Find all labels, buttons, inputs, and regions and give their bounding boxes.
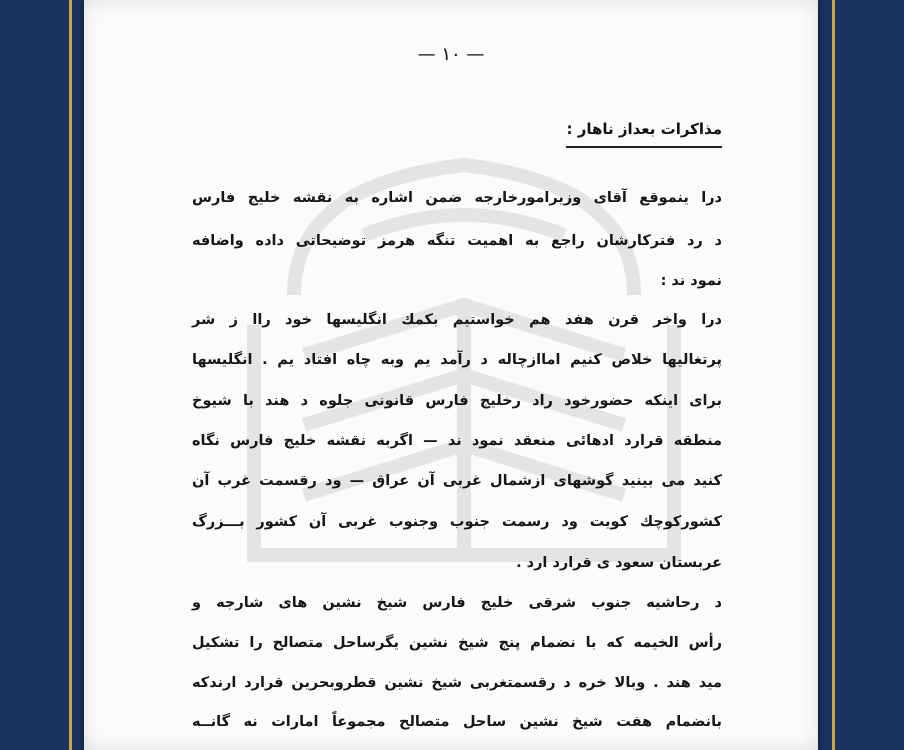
text-line: بانضمام هفت شيخ نشين ساحل متصالح مجموعاً امارات نه گانــه: [192, 714, 722, 730]
frame-border-left: [69, 0, 72, 750]
text-line: د رد فتركارشان راجع به اهميت تنگه هرمز توضيحاتى داده واضافه: [192, 233, 722, 249]
text-line: كنيد مى بينيد گوشهاى ازشمال غربى آن عراق — ود رقسمت غرب آن: [192, 473, 722, 489]
text-line: نمود ند :: [660, 273, 722, 289]
text-line: درا ينموقع آقاى وزيرامورخارجه ضمن اشاره به نقشه خليج فارس: [192, 190, 722, 206]
text-line: براى اينكه حضورخود راد رخليج فارس قانونى جلوه د هند با شيوخ: [192, 393, 722, 409]
frame-border-right: [832, 0, 835, 750]
text-line: درا واخر قرن هفد هم خواستيم بكمك انگليسها خود راا ز شر: [192, 312, 722, 328]
section-heading: مذاكرات بعداز ناهار :: [566, 120, 722, 148]
text-line: پرتغاليها خلاص كنيم اماازچاله د رآمد يم وبه چاه افتاد يم . انگليسها: [192, 352, 722, 368]
text-line: ميد هند . وبالا خره د رقسمتغربى شيخ نشين قطروبحرين قرارد ارندكه: [192, 675, 722, 691]
text-line: د رحاشيه جنوب شرقى خليج فارس شيخ نشين هاى شارجه و: [192, 595, 722, 611]
text-line: منطقه قرارد ادهائى منعقد نمود ند — اگربه نقشه خليج فارس نگاه: [192, 433, 722, 449]
text-line: رأس الخيمه كه با نضمام پنج شيخ نشين يگرساحل متصالح را تشكيل: [192, 635, 722, 651]
text-line: كشوركوچك كويت ود رسمت جنوب وجنوب غربى آن كشور بـــزرگ: [192, 514, 722, 530]
document-page: [84, 0, 818, 750]
text-line: عربستان سعود ى قرارد ارد .: [516, 555, 722, 571]
page-number: — ١٠ —: [417, 44, 485, 65]
